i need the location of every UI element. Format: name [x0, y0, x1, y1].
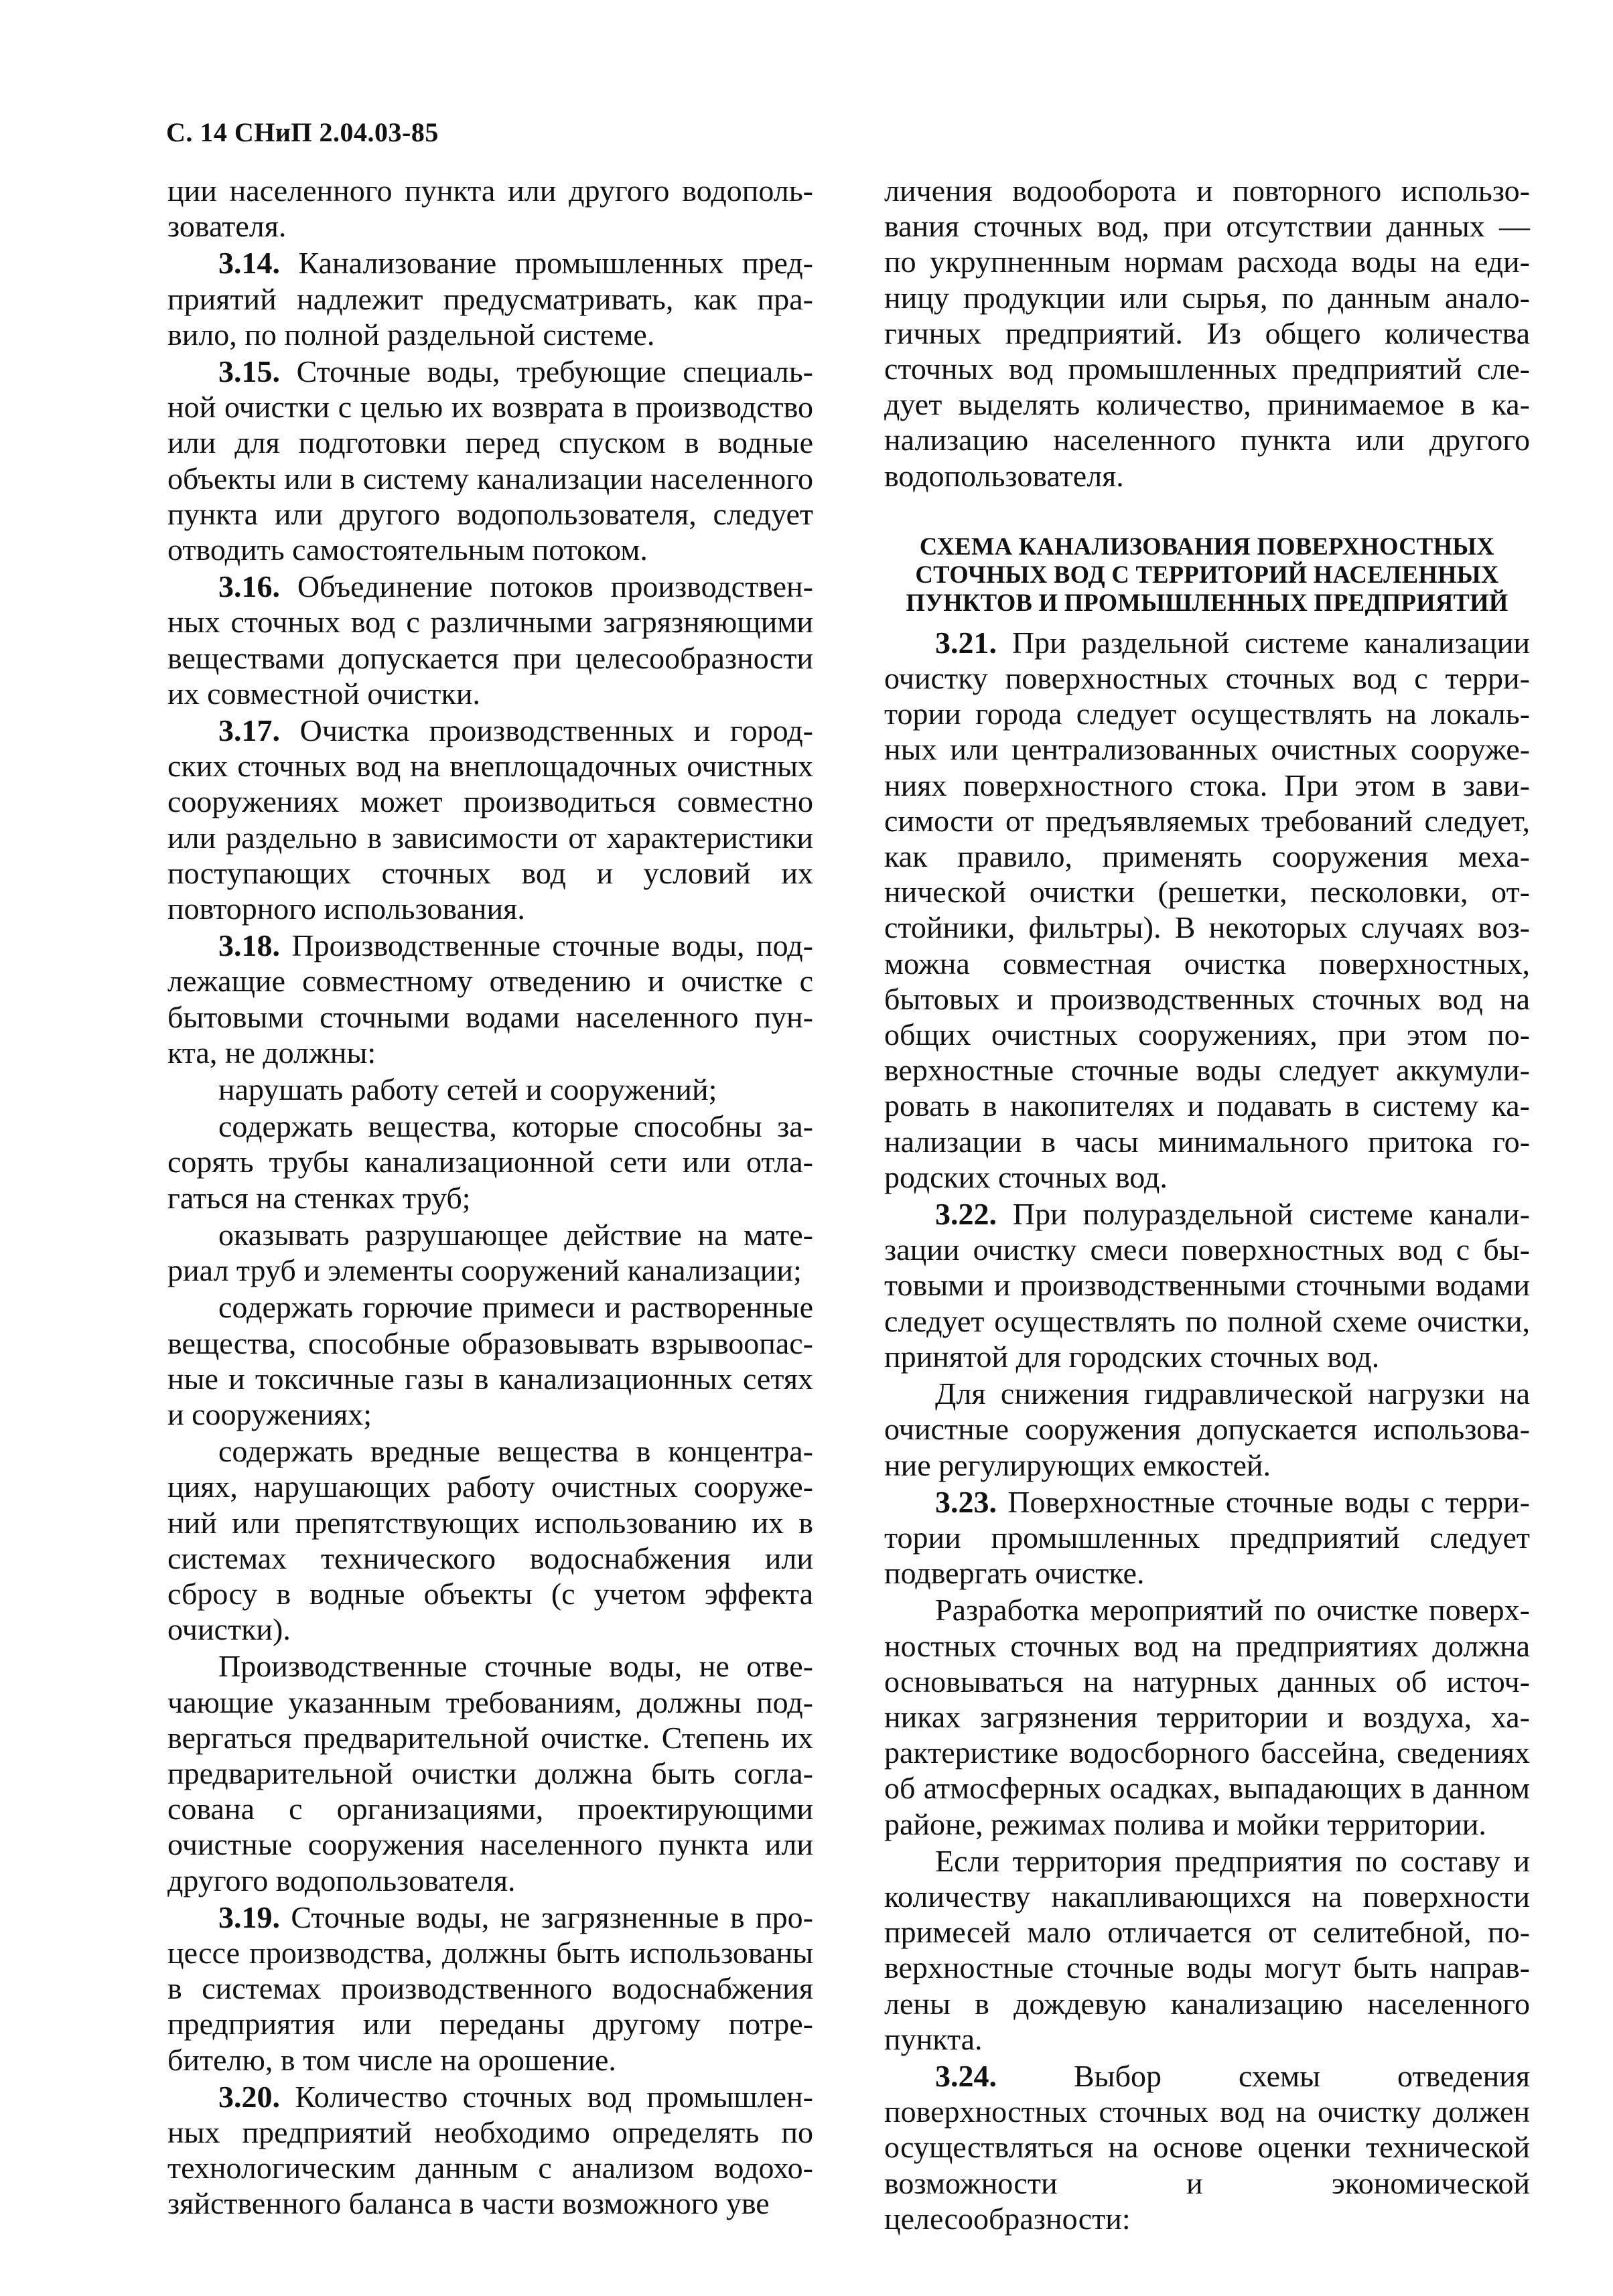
body-paragraph: Разработка мероприятий по очистке поверхностных сточных вод на предприятиях должна основываться на натурных данных об источниках загрязнения территории и воздуха, характеристике водосборного бассейна, сведениях об атмосферных осадках, выпадающих в данном районе, режимах полива и мойки территории. — [884, 1593, 1530, 1841]
clause-number: 3.19. — [218, 1899, 280, 1934]
clause-number: 3.14. — [218, 246, 280, 281]
clause-paragraph — [167, 245, 813, 352]
clause-paragraph — [884, 1484, 1530, 1591]
clause-text: Сточные воды, требующие специальной очистки с целью их возврата в производство или для подготовки перед спуском в водные объекты или в систему канализации населенного пункта или другого водопользователя, следует отводить самостоятельным потоком. — [167, 354, 813, 567]
clause-number: 3.22. — [935, 1197, 997, 1232]
clause-text: Поверхностные сточные воды с территории промышленных предприятий следует подвергать очистке. — [884, 1484, 1530, 1591]
body-paragraph: содержать вещества, которые способны засорять трубы канализационной сети или отлагаться на стенках труб; — [167, 1109, 813, 1215]
continued-paragraph: личения водооборота и повторного использования сточных вод, при отсутствии данных — по укрупненным нормам расхода воды на единицу продукции или сырья, по данным аналогичных предприятий. Из общего количества сточных вод промышленных предприятий следует выделять количество, принимаемое в канализацию населенного пункта или другого водопользователя. — [884, 173, 1530, 493]
clause-paragraph — [167, 928, 813, 1070]
clause-paragraph — [884, 2058, 1530, 2236]
section-heading: СХЕМА КАНАЛИЗОВАНИЯ ПОВЕРХНОСТНЫХ СТОЧНЫХ ВОД С ТЕРРИТОРИЙ НАСЕЛЕННЫХ ПУНКТОВ И ПРОМЫШЛЕННЫХ ПРЕДПРИЯТИЙ — [906, 532, 1509, 616]
clause-text: Канализование промышленных предприятий надлежит предусматривать, как правило, по полной раздельной системе. — [167, 246, 813, 352]
clause-text: При раздельной системе канализации очистку поверхностных сточных вод с территории города следует осуществлять на локальных или централизованных очистных сооружениях поверхностного стока. При этом в зависимости от предъявляемых требований следует, как правило, применять сооружения механической очистки (решетки, песколовки, отстойники, фильтры). В некоторых случаях возможна совместная очистка поверхностных, бытовых и производственных сточных вод на общих очистных сооружениях, при этом поверхностные сточные воды следует аккумулировать в накопителях и подавать в систему канализации в часы минимального притока городских сточных вод. — [884, 625, 1530, 1194]
body-paragraph: Если территория предприятия по составу и количеству накапливающихся на поверхности примесей мало отличается от селитебной, поверхностные сточные воды могут быть направлены в дождевую канализацию населенного пункта. — [884, 1843, 1530, 2056]
left-column — [167, 173, 813, 2223]
body-paragraph: содержать вредные вещества в концентрациях, нарушающих работу очистных сооружений или препятствующих использованию их в системах технического водоснабжения или сбросу в водные объекты (с учетом эффекта очистки). — [167, 1434, 813, 1647]
body-paragraph: Для снижения гидравлической нагрузки на очистные сооружения допускается использование регулирующих емкостей. — [884, 1376, 1530, 1482]
clause-paragraph — [167, 569, 813, 711]
clause-paragraph — [167, 354, 813, 567]
clause-number: 3.17. — [218, 713, 280, 748]
clause-paragraph — [167, 713, 813, 926]
continued-paragraph: ции населенного пункта или другого водопользователя. — [167, 173, 813, 244]
clause-paragraph — [167, 2079, 813, 2222]
clause-number: 3.18. — [218, 928, 280, 963]
clause-number: 3.23. — [935, 1484, 997, 1519]
clause-number: 3.24. — [935, 2058, 997, 2093]
clause-text: При полураздельной системе канализации очистку смеси поверхностных вод с бытовыми и производственными сточными водами следует осуществлять по полной схеме очистки, принятой для городских сточных вод. — [884, 1197, 1530, 1374]
body-paragraph: содержать горючие примеси и растворенные вещества, способные образовывать взрывоопасные и токсичные газы в канализационных сетях и сооружениях; — [167, 1290, 813, 1431]
body-paragraph: оказывать разрушающее действие на материал труб и элементы сооружений канализации; — [167, 1217, 813, 1288]
page-header: С. 14 СНиП 2.04.03-85 — [166, 117, 439, 147]
right-column — [884, 173, 1530, 2238]
clause-number: 3.21. — [935, 625, 997, 660]
body-paragraph: Производственные сточные воды, не отвечающие указанным требованиям, должны подвергаться предварительной очистке. Степень их предварительной очистки должна быть согласована с организациями, проектирующими очистные сооружения населенного пункта или другого водопользователя. — [167, 1649, 813, 1897]
clause-text: Сточные воды, не загрязненные в процессе производства, должны быть использованы в системах производственного водоснабжения предприятия или переданы другому потребителю, в том числе на орошение. — [167, 1899, 813, 2077]
clause-text: Производственные сточные воды, подлежащие совместному отведению и очистке с бытовыми сточными водами населенного пункта, не должны: — [167, 928, 813, 1070]
body-paragraph: нарушать работу сетей и сооружений; — [218, 1072, 717, 1107]
clause-text: Очистка производственных и городских сточных вод на внеплощадочных очистных сооружениях может производиться совместно или раздельно в зависимости от характеристики поступающих сточных вод и условий их повторного использования. — [167, 713, 813, 926]
clause-paragraph — [884, 1196, 1530, 1374]
clause-paragraph — [884, 625, 1530, 1195]
clause-text: Выбор схемы отведения поверхностных сточных вод на очистку должен осуществляться на основе оценки технической возможности и экономической целесообразности: — [884, 2058, 1530, 2236]
clause-text: Количество сточных вод промышленных предприятий необходимо определять по технологическим данным с анализом водохозяйственного баланса в части возможного уве — [167, 2079, 813, 2221]
clause-number: 3.15. — [218, 354, 280, 389]
clause-text: Объединение потоков производственных сточных вод с различными загрязняющими веществами допускается при целесообразности их совместной очистки. — [167, 569, 813, 711]
clause-paragraph — [167, 1899, 813, 2078]
clause-number: 3.16. — [218, 569, 280, 604]
clause-number: 3.20. — [218, 2079, 280, 2114]
